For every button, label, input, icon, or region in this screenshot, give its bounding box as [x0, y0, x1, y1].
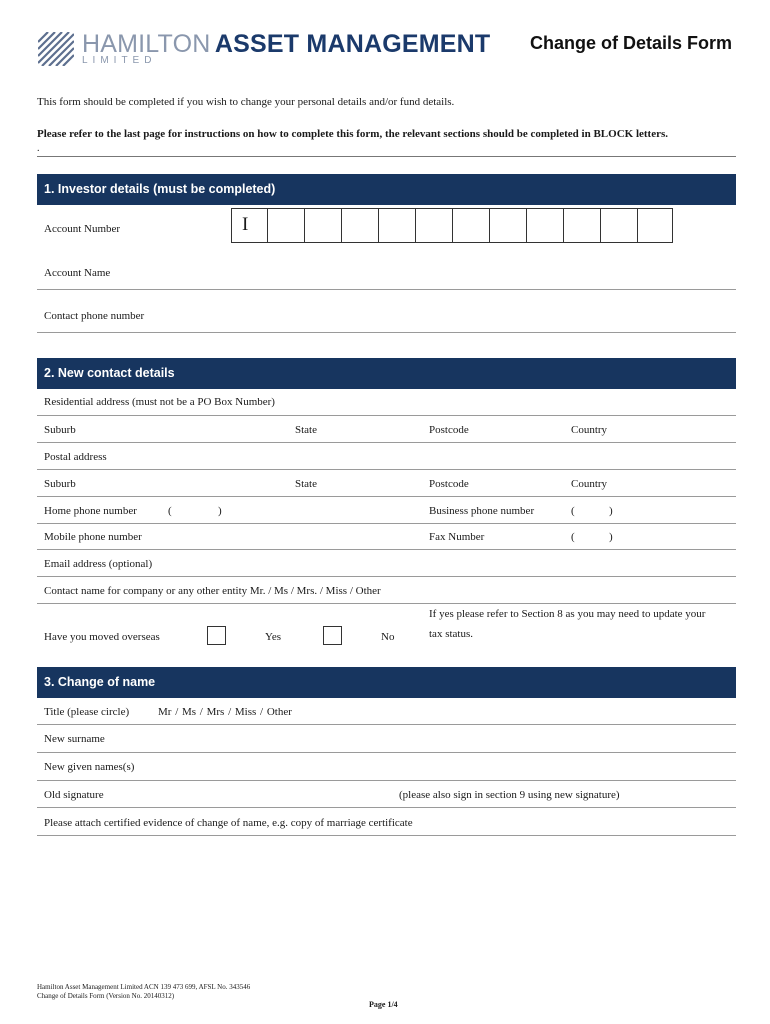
- account-number-box[interactable]: [415, 208, 453, 243]
- business-phone-paren-open: (: [571, 505, 575, 517]
- account-number-box[interactable]: [526, 208, 564, 243]
- logo-light-text: HAMILTON: [82, 30, 211, 58]
- section-3-header: 3. Change of name: [37, 667, 736, 698]
- email-address-label: Email address (optional): [44, 558, 153, 570]
- home-phone-label: Home phone number: [44, 505, 137, 517]
- postal-postcode-label: Postcode: [429, 478, 469, 490]
- new-surname-line[interactable]: [37, 752, 736, 753]
- overseas-yes-label: Yes: [265, 631, 282, 643]
- postal-state-label: State: [295, 478, 317, 490]
- logo-bold-text: ASSET MANAGEMENT: [214, 30, 491, 58]
- residential-state-label: State: [295, 424, 317, 436]
- account-number-box[interactable]: [304, 208, 342, 243]
- account-number-box[interactable]: [378, 208, 416, 243]
- fax-number-label: Fax Number: [429, 531, 485, 543]
- account-number-box[interactable]: [267, 208, 305, 243]
- residential-suburb-line[interactable]: [37, 442, 736, 443]
- account-number-box[interactable]: [637, 208, 673, 243]
- fax-paren-open: (: [571, 531, 575, 543]
- intro-text: This form should be completed if you wish to change your personal details and/or fund details.: [37, 96, 455, 108]
- fax-paren-close: ): [609, 531, 613, 543]
- overseas-no-label: No: [381, 631, 395, 643]
- overseas-note-line2: tax status.: [429, 628, 473, 640]
- account-number-box[interactable]: [341, 208, 379, 243]
- header-divider: [37, 156, 736, 157]
- account-number-box[interactable]: [231, 208, 268, 243]
- account-name-label: Account Name: [44, 267, 111, 279]
- overseas-no-checkbox[interactable]: [323, 626, 342, 645]
- account-number-box[interactable]: [489, 208, 527, 243]
- moved-overseas-label: Have you moved overseas: [44, 631, 160, 643]
- evidence-line: [37, 835, 736, 836]
- home-phone-paren-close: ): [218, 505, 222, 517]
- title-line: [37, 724, 736, 725]
- title-options[interactable]: Mr / Ms / Mrs / Miss / Other: [158, 706, 292, 718]
- section-1-header: 1. Investor details (must be completed): [37, 174, 736, 205]
- residential-postcode-label: Postcode: [429, 424, 469, 436]
- signature-note: (please also sign in section 9 using new signature): [399, 789, 620, 801]
- new-surname-label: New surname: [44, 733, 105, 745]
- account-number-label: Account Number: [44, 223, 121, 235]
- form-title: Change of Details Form: [529, 33, 732, 53]
- contact-phone-label: Contact phone number: [44, 310, 145, 322]
- postal-address-line[interactable]: [37, 469, 736, 470]
- residential-address-label: Residential address (must not be a PO Box Number): [44, 396, 275, 408]
- postal-suburb-label: Suburb: [44, 478, 76, 490]
- postal-address-label: Postal address: [44, 451, 107, 463]
- contact-name-label: Contact name for company or any other entity Mr. / Ms / Mrs. / Miss / Other: [44, 585, 381, 597]
- footer-version-line: Change of Details Form (Version No. 20140312): [37, 992, 175, 1000]
- mobile-phone-line[interactable]: [37, 549, 736, 550]
- logo-subtitle: LIMITED: [82, 55, 157, 66]
- account-name-line[interactable]: [37, 289, 736, 290]
- page-number: Page 1/4: [369, 1000, 398, 1009]
- contact-name-line[interactable]: [37, 603, 736, 604]
- business-phone-paren-close: ): [609, 505, 613, 517]
- account-number-box[interactable]: [600, 208, 638, 243]
- mobile-phone-label: Mobile phone number: [44, 531, 142, 543]
- home-phone-line[interactable]: [37, 523, 736, 524]
- instruction-note: Please refer to the last page for instructions on how to complete this form, the relevant sections should be completed in BLOCK letters.: [37, 128, 669, 140]
- title-circle-label: Title (please circle): [44, 706, 130, 718]
- residential-country-label: Country: [571, 424, 608, 436]
- email-address-line[interactable]: [37, 576, 736, 577]
- old-signature-line[interactable]: [37, 807, 736, 808]
- residential-suburb-label: Suburb: [44, 424, 76, 436]
- overseas-yes-checkbox[interactable]: [207, 626, 226, 645]
- postal-country-label: Country: [571, 478, 608, 490]
- footer: [37, 983, 250, 1001]
- overseas-note-line1: If yes please refer to Section 8 as you may need to update your: [429, 608, 706, 620]
- footer-company-line: Hamilton Asset Management Limited ACN 139 473 699, AFSL No. 343546: [37, 983, 251, 991]
- note-dot: .: [37, 143, 40, 154]
- account-number-box[interactable]: [563, 208, 601, 243]
- home-phone-paren-open: (: [168, 505, 172, 517]
- account-number-box[interactable]: [452, 208, 490, 243]
- contact-phone-line[interactable]: [37, 332, 736, 333]
- section-2-header: 2. New contact details: [37, 358, 736, 389]
- residential-address-line[interactable]: [37, 415, 736, 416]
- old-signature-label: Old signature: [44, 789, 104, 801]
- name-change-evidence-note: Please attach certified evidence of change of name, e.g. copy of marriage certificate: [44, 817, 413, 829]
- company-logo-icon: [38, 32, 74, 66]
- new-given-names-label: New given names(s): [44, 761, 135, 773]
- new-given-names-line[interactable]: [37, 780, 736, 781]
- postal-suburb-line[interactable]: [37, 496, 736, 497]
- business-phone-label: Business phone number: [429, 505, 535, 517]
- account-number-first-char: I: [242, 214, 249, 235]
